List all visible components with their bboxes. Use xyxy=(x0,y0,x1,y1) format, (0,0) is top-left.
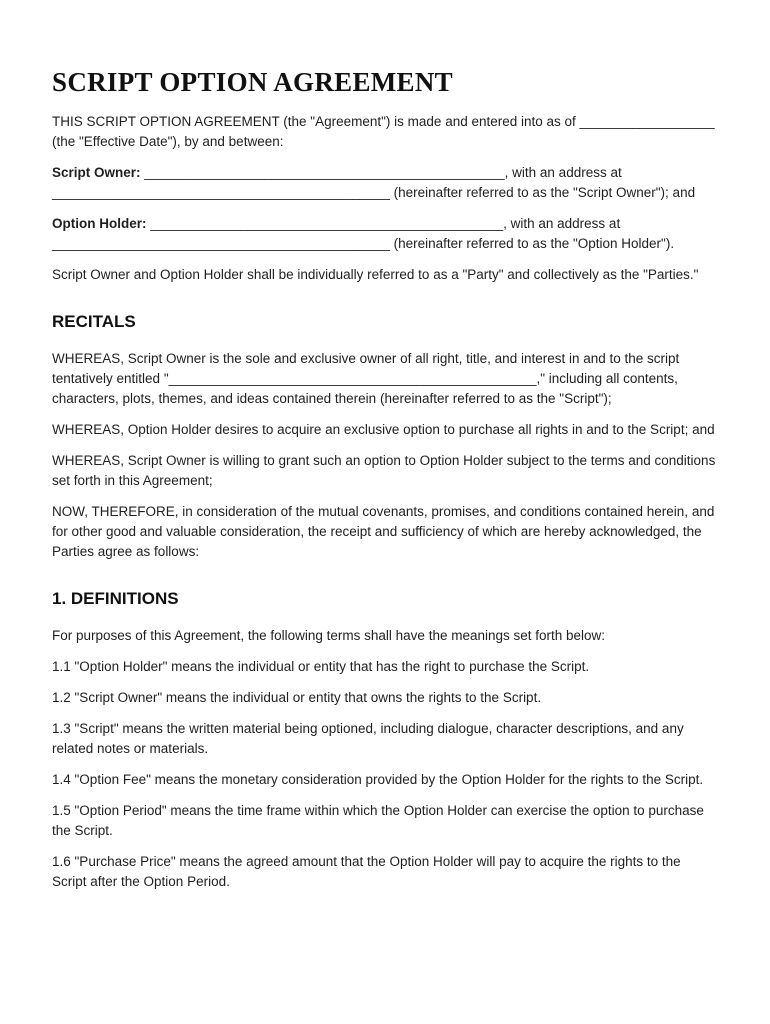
script-owner-paragraph xyxy=(52,163,718,203)
definition-item: 1.5 "Option Period" means the time frame within which the Option Holder can exercise the option to purchase the Script. xyxy=(52,803,704,838)
definitions-intro-paragraph: For purposes of this Agreement, the following terms shall have the meanings set forth below: xyxy=(52,628,606,643)
option-holder-fill-text: _______________________________________________, with an address at _____________________________________________ (hereinafter referred to as the "Option Holder"). xyxy=(52,216,675,251)
definitions-heading: 1. DEFINITIONS xyxy=(52,589,179,608)
option-holder-label: Option Holder: xyxy=(52,216,147,231)
script-owner-label: Script Owner: xyxy=(52,165,141,180)
definition-item: 1.6 "Purchase Price" means the agreed amount that the Option Holder will pay to acquire the rights to the Script after the Option Period. xyxy=(52,854,681,889)
recitals-heading: RECITALS xyxy=(52,312,136,331)
recital-paragraph: WHEREAS, Option Holder desires to acquire an exclusive option to purchase all rights in and to the Script; and xyxy=(52,422,715,437)
definition-item: 1.1 "Option Holder" means the individual or entity that has the right to purchase the Script. xyxy=(52,659,590,674)
recital-paragraph: WHEREAS, Script Owner is willing to grant such an option to Option Holder subject to the terms and conditions set forth in this Agreement; xyxy=(52,453,716,488)
script-owner-fill-text: ________________________________________________, with an address at _____________________________________________ (hereinafter referred to as the "Script Owner"); and xyxy=(52,165,696,200)
definition-item: 1.3 "Script" means the written material being optioned, including dialogue, character descriptions, and any related notes or materials. xyxy=(52,721,684,756)
recital-paragraph: WHEREAS, Script Owner is the sole and exclusive owner of all right, title, and interest in and to the script tentatively entitled "_________________________________________________," including all contents, characters, plots, themes, and ideas contained therein (hereinafter referred to as the "Script"); xyxy=(52,351,680,406)
definition-item: 1.2 "Script Owner" means the individual or entity that owns the rights to the Script. xyxy=(52,690,542,705)
intro-paragraph: THIS SCRIPT OPTION AGREEMENT (the "Agreement") is made and entered into as of __________________ (the "Effective Date"), by and between: xyxy=(52,114,715,149)
definition-item: 1.4 "Option Fee" means the monetary consideration provided by the Option Holder for the rights to the Script. xyxy=(52,772,704,787)
document-title: SCRIPT OPTION AGREEMENT xyxy=(52,67,453,97)
recital-paragraph: NOW, THEREFORE, in consideration of the mutual covenants, promises, and conditions contained herein, and for other good and valuable consideration, the receipt and sufficiency of which are hereby acknowledged, the Parties agree as follows: xyxy=(52,504,715,559)
parties-collective-paragraph: Script Owner and Option Holder shall be individually referred to as a "Party" and collectively as the "Parties." xyxy=(52,267,699,282)
option-holder-paragraph xyxy=(52,214,718,254)
